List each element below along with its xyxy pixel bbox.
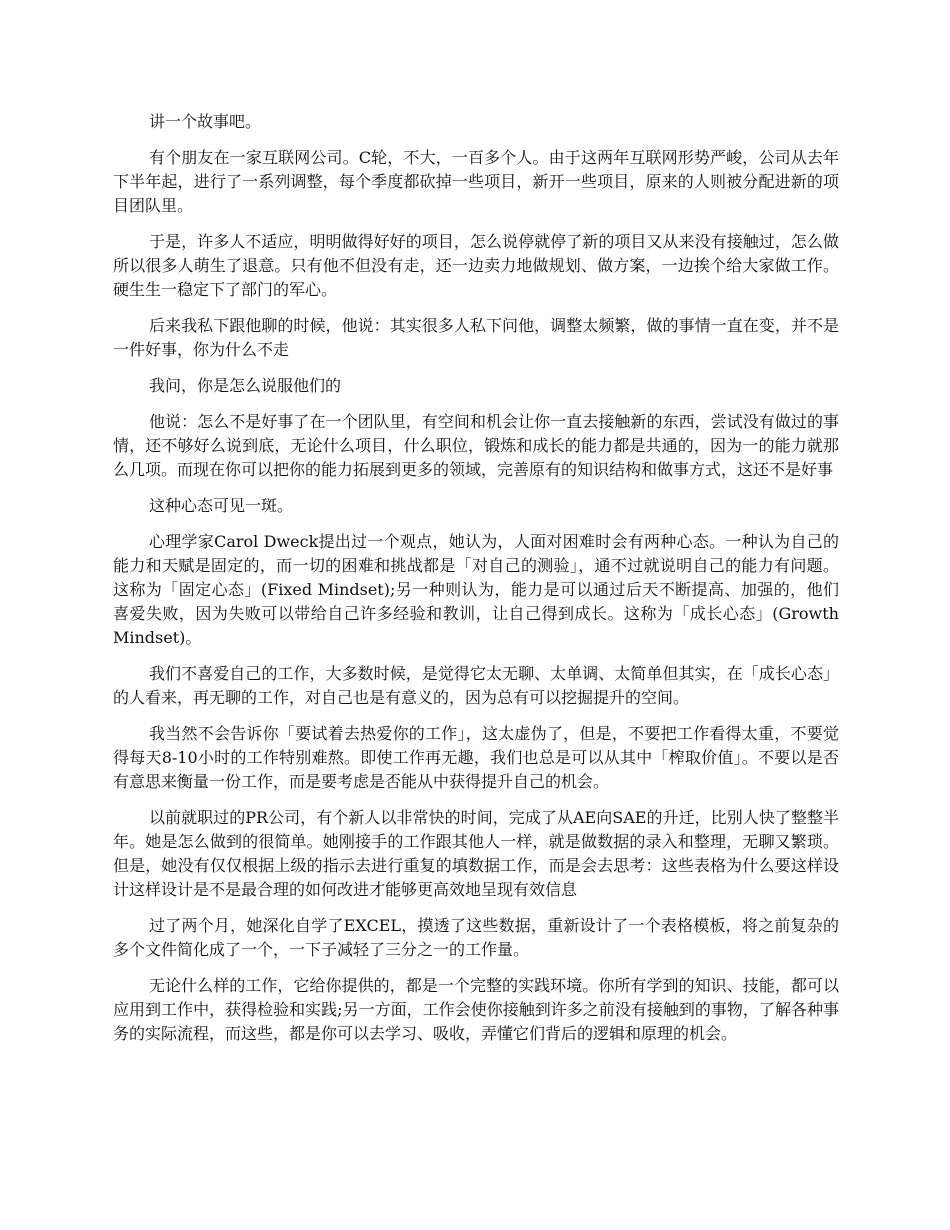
paragraph: 讲一个故事吧。 (149, 112, 262, 131)
paragraph: 心理学家Carol Dweck提出过一个观点，她认为，人面对困难时会有两种心态。一种认为自己的能力和天赋是固定的，而一切的困难和挑战都是「对自己的测验」，通不过就说明自己的能力有问题。这称为「固定心态」(Fixed Mindset);另一种则认为，能力是可以通过后天不断提高、加强的，他们喜爱失败，因为失败可以带给自己许多经验和教训，让自己得到成长。这称为「成长心态」(Growth Mindset)。 (113, 532, 839, 647)
paragraph: 无论什么样的工作，它给你提供的，都是一个完整的实践环境。你所有学到的知识、技能，都可以应用到工作中，获得检验和实践;另一方面，工作会使你接触到许多之前没有接触到的事物，了解各种事务的实际流程，而这些，都是你可以去学习、吸收，弄懂它们背后的逻辑和原理的机会。 (113, 976, 839, 1043)
paragraph: 我问，你是怎么说服他们的 (149, 376, 342, 395)
document-body (113, 110, 839, 1058)
paragraph: 这种心态可见一斑。 (149, 496, 294, 515)
paragraph: 于是，许多人不适应，明明做得好好的项目，怎么说停就停了新的项目又从来没有接触过，怎么做所以很多人萌生了退意。只有他不但没有走，还一边卖力地做规划、做方案，一边挨个给大家做工作。硬生生一稳定下了部门的军心。 (113, 232, 839, 299)
paragraph: 后来我私下跟他聊的时候，他说：其实很多人私下问他，调整太频繁，做的事情一直在变，并不是一件好事，你为什么不走 (113, 316, 839, 359)
paragraph: 过了两个月，她深化自学了EXCEL，摸透了这些数据，重新设计了一个表格模板，将之前复杂的多个文件简化成了一个，一下子减轻了三分之一的工作量。 (113, 916, 839, 959)
paragraph: 我当然不会告诉你「要试着去热爱你的工作」，这太虚伪了，但是，不要把工作看得太重，不要觉得每天8-10小时的工作特别难熬。即使工作再无趣，我们也总是可以从其中「榨取价值」。不要以是否有意思来衡量一份工作，而是要考虑是否能从中获得提升自己的机会。 (113, 724, 839, 791)
paragraph: 有个朋友在一家互联网公司。C轮，不大，一百多个人。由于这两年互联网形势严峻，公司从去年下半年起，进行了一系列调整，每个季度都砍掉一些项目，新开一些项目，原来的人则被分配进新的项目团队里。 (113, 148, 839, 215)
paragraph: 他说：怎么不是好事了在一个团队里，有空间和机会让你一直去接触新的东西，尝试没有做过的事情，还不够好么说到底，无论什么项目，什么职位，锻炼和成长的能力都是共通的，因为一的能力就那么几项。而现在你可以把你的能力拓展到更多的领域，完善原有的知识结构和做事方式，这还不是好事 (113, 412, 839, 479)
paragraph: 以前就职过的PR公司，有个新人以非常快的时间，完成了从AE向SAE的升迁，比别人快了整整半年。她是怎么做到的很简单。她刚接手的工作跟其他人一样，就是做数据的录入和整理，无聊又繁琐。但是，她没有仅仅根据上级的指示去进行重复的填数据工作，而是会去思考：这些表格为什么要这样设计这样设计是不是最合理的如何改进才能够更高效地呈现有效信息 (113, 808, 839, 899)
paragraph: 我们不喜爱自己的工作，大多数时候，是觉得它太无聊、太单调、太简单但其实，在「成长心态」的人看来，再无聊的工作，对自己也是有意义的，因为总有可以挖掘提升的空间。 (113, 664, 839, 707)
